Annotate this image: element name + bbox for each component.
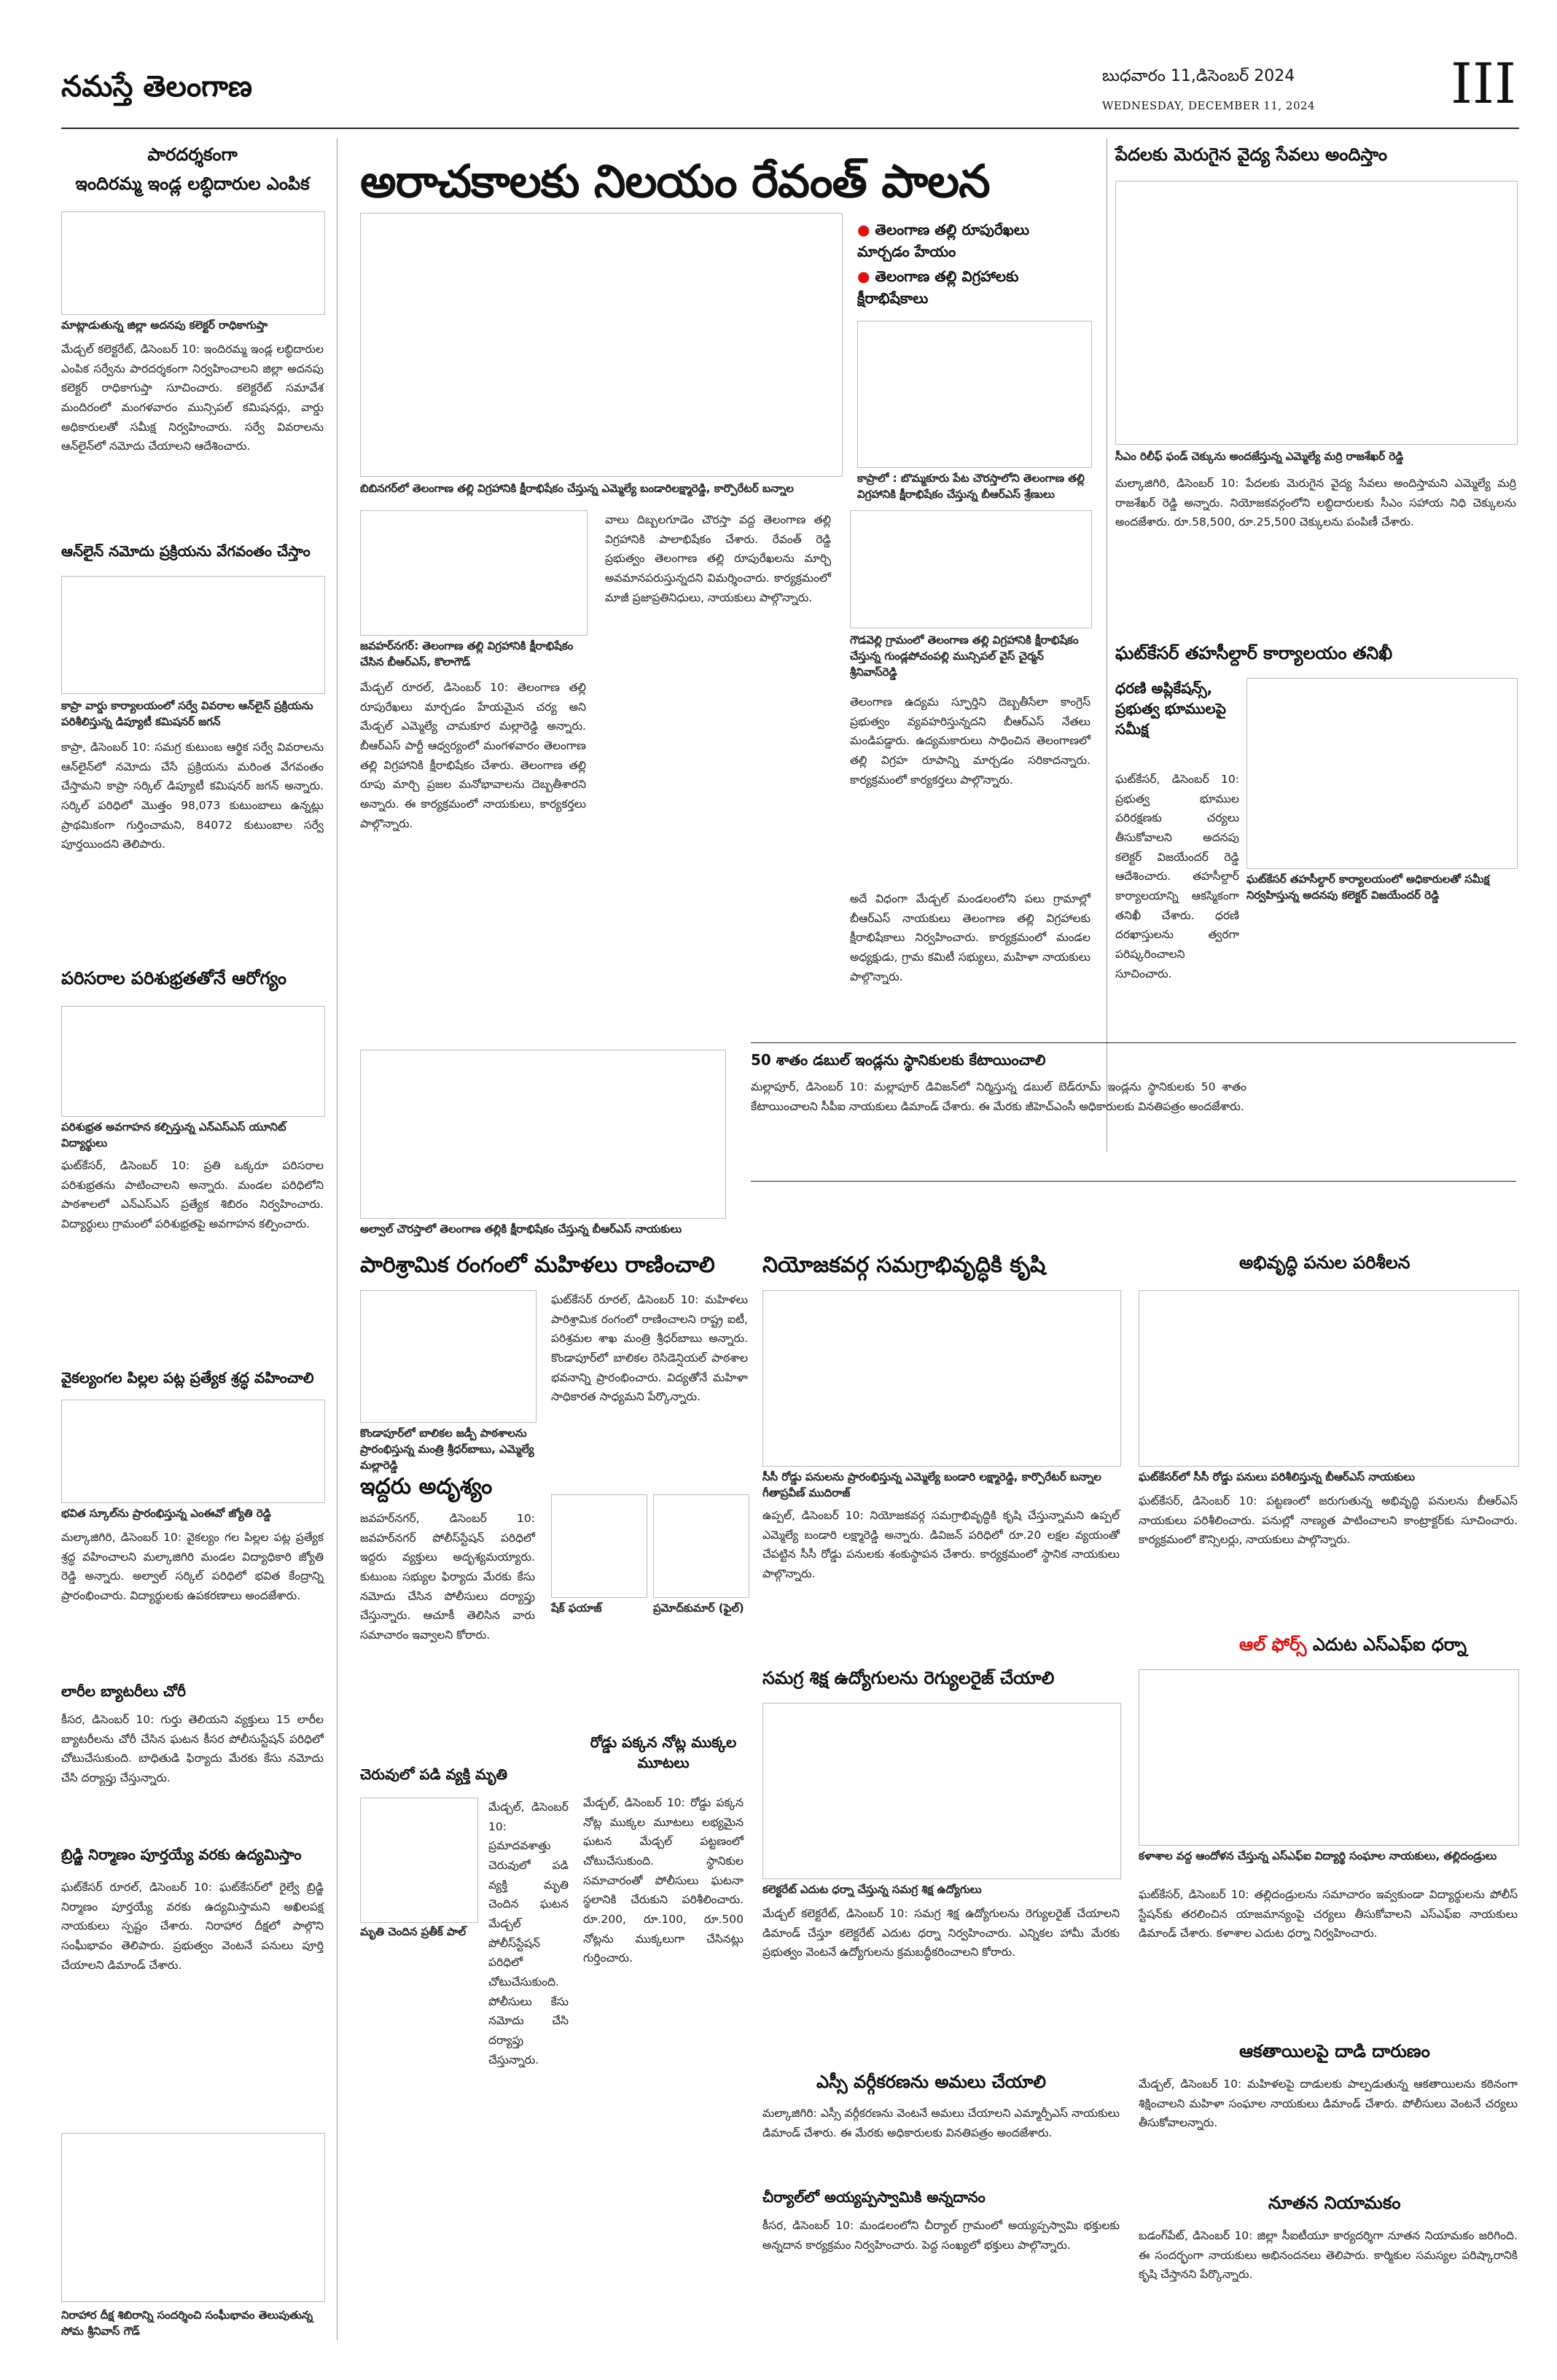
lead-bullet: ● తెలంగాణ తల్లి విగ్రహాలకు క్షీరాభిషేకాలు (857, 268, 1019, 307)
mid1-body: మల్లాపూర్, డిసెంబర్ 10: మల్లాపూర్ డివిజన్‌లో నిర్మిస్తున్న డబుల్ బెడ్‌రూమ్ ఇండ్లను స్థానికులకు 50 శాతం కేటాయించాలని సీపీఐ నాయకులు డిమాండ్ చేశారు. ఈ మేరకు జీహెచ్ఎంసీ అధికారులకు వినతిపత్రం అందజేశారు. (751, 1080, 1246, 1113)
lead-photo-1 (360, 213, 843, 477)
mid4-caption: మృతి చెందిన ప్రతీక్ పాల్ (360, 1925, 467, 1938)
section-rule (751, 1181, 1516, 1182)
left1-kicker: పారదర్శకంగా (147, 144, 238, 165)
lead-bullet: ● తెలంగాణ తల్లి రూపురేఖలు మార్చడం హేయం (857, 221, 1030, 260)
right3-body: ఘట్‌కేసర్, డిసెంబర్ 10: పట్టణంలో జరుగుతున్న అభివృద్ధి పనులను బీఆర్ఎస్ నాయకులు పరిశీలించారు. పనుల్లో నాణ్యత పాటించాలని కాంట్రాక్టర్‌కు సూచించారు. కార్యక్రమంలో కౌన్సిలర్లు, నాయకులు పాల్గొన్నారు. (1139, 1494, 1518, 1547)
mid3-body: జవహర్‌నగర్, డిసెంబర్ 10: జవహర్‌నగర్ పోలీస్‌స్టేషన్ పరిధిలో ఇద్దరు వ్యక్తులు అదృశ్యమయ్యారు. కుటుంబ సభ్యుల ఫిర్యాదు మేరకు కేసు నమోదు చేసిన పోలీసులు దర్యాప్తు చేస్తున్నారు. ఆచూకీ తెలిసిన వారు సమాచారం ఇవ్వాలని కోరారు. (360, 1512, 535, 1642)
left3-caption: పరిశుభ్రత అవగాహన కల్పిస్తున్న ఎన్ఎస్ఎస్ యూనిట్ విద్యార్థులు (61, 1120, 286, 1150)
mid5-body: మేడ్చల్, డిసెంబర్ 10: రోడ్డు పక్కన నోట్ల ముక్కల మూటలు లభ్యమైన ఘటన మేడ్చల్ పట్టణంలో చోటుచేసుకుంది. స్థానికుల సమాచారంతో పోలీసులు ఘటనా స్థలానికి చేరుకుని పరిశీలించారు. రూ.200, రూ.100, రూ.500 నోట్లను ముక్కలుగా చేసినట్లు గుర్తించారు. (583, 1796, 744, 1965)
left3-headline: పరిసరాల పరిశుభ్రతతోనే ఆరోగ్యం (61, 968, 287, 988)
right1-body: మల్కాజిగిరి, డిసెంబర్ 10: పేదలకు మెరుగైన వైద్య సేవలు అందిస్తామని ఎమ్మెల్యే మర్రి రాజశేఖర్ రెడ్డి అన్నారు. నియోజకవర్గంలోని లబ్ధిదారులకు సీఎం సహాయ నిధి చెక్కులను అందజేశారు. రూ.58,500, రూ.25,500 చెక్కులను పంపిణీ చేశారు. (1115, 477, 1516, 529)
mid6-headline: నియోజకవర్గ సమగ్రాభివృద్ధికి కృషి (762, 1252, 1046, 1278)
right4-body: ఘట్‌కేసర్, డిసెంబర్ 10: తల్లిదండ్రులను సమాచారం ఇవ్వకుండా విద్యార్థులను పోలీస్ స్టేషన్‌కు తరలించిన యాజమాన్యంపై చర్యలు తీసుకోవాలని ఎస్ఎఫ్ఐ నాయకులు డిమాండ్ చేశారు. కళాశాల ఎదుట ధర్నా నిర్వహించారు. (1139, 1888, 1518, 1940)
right6-body: బడంగ్‌పేట్, డిసెంబర్ 10: జిల్లా సీఐటీయూ కార్యదర్శిగా నూతన నియామకం జరిగింది. ఈ సందర్భంగా నాయకులు అభినందనలు తెలిపారు. కార్మికుల సమస్యల పరిష్కారానికి కృషి చేస్తానని పేర్కొన్నారు. (1139, 2229, 1518, 2282)
mid2-headline: పారిశ్రామిక రంగంలో మహిళలు రాణించాలి (360, 1252, 715, 1278)
left1-headline: ఇందిరమ్మ ఇండ్ల లబ్ధిదారుల ఎంపిక (75, 173, 310, 194)
mid4-body: మేడ్చల్, డిసెంబర్ 10: ప్రమాదవశాత్తు చెరువులో పడి వ్యక్తి మృతి చెందిన ఘటన మేడ్చల్ పోలీస్‌స్టేషన్ పరిధిలో చోటుచేసుకుంది. పోలీసులు కేసు నమోదు చేసి దర్యాప్తు చేస్తున్నారు. (488, 1800, 569, 2067)
left3-body: ఘట్‌కేసర్, డిసెంబర్ 10: ప్రతి ఒక్కరూ పరిసరాల పరిశుభ్రతను పాటించాలని అన్నారు. మండల పరిధిలోని పాఠశాలలో ఎన్ఎస్ఎస్ ప్రత్యేక శిబిరం నిర్వహించారు. విద్యార్థులు గ్రామంలో పరిశుభ్రతపై అవగాహన కల్పించారు. (61, 1159, 324, 1230)
mid4-headline: చెరువులో పడి వ్యక్తి మృతి (360, 1766, 508, 1783)
right3-caption: ఘట్‌కేసర్‌లో సీసీ రోడ్డు పనులు పరిశీలిస్తున్న బీఆర్ఎస్ నాయకులు (1139, 1470, 1415, 1483)
left1-body: మేడ్చల్ కలెక్టరేట్, డిసెంబర్ 10: ఇందిరమ్మ ఇండ్ల లబ్ధిదారుల ఎంపిక సర్వేను పారదర్శకంగా నిర్వహించాలని జిల్లా అదనపు కలెక్టర్ రాధికాగుప్తా సూచించారు. కలెక్టరేట్ సమావేశ మందిరంలో మంగళవారం మున్సిపల్ కమిషనర్లు, వార్డు అధికారులతో సమీక్ష నిర్వహించారు. సర్వే వివరాలను ఆన్‌లైన్‌లో నమోదు చేయాలని ఆదేశించారు. (61, 343, 324, 453)
left2-caption: కాప్రా వార్డు కార్యాలయంలో సర్వే వివరాల ఆన్‌లైన్ ప్రక్రియను పరిశీలిస్తున్న డిప్యూటీ కమిషనర్ జగన్ (61, 699, 313, 728)
left4-caption: భవిత స్కూల్‌ను ప్రారంభిస్తున్న ఎంఈవో జ్యోతి రెడ్డి (61, 1507, 271, 1520)
mid8-body: మల్కాజిగిరి: ఎస్సీ వర్గీకరణను వెంటనే అమలు చేయాలని ఎమ్మార్పీఎస్ నాయకులు డిమాండ్ చేశారు. ఈ మేరకు అధికారులకు వినతిపత్రం అందజేశారు. (762, 2107, 1120, 2139)
left4-headline: వైకల్యంగల పిల్లల పట్ల ప్రత్యేక శ్రద్ధ వహించాలి (61, 1369, 314, 1386)
right2-body: ఘట్‌కేసర్, డిసెంబర్ 10: ప్రభుత్వ భూముల పరిరక్షణకు చర్యలు తీసుకోవాలని అదనపు కలెక్టర్ విజయేందర్ రెడ్డి ఆదేశించారు. తహసీల్దార్ కార్యాలయాన్ని ఆకస్మికంగా తనిఖీ చేశారు. ధరణి దరఖాస్తులను త్వరగా పరిష్కరించాలని సూచించారు. (1115, 773, 1239, 980)
lead-body-4: అదే విధంగా మేడ్చల్ మండలంలోని పలు గ్రామాల్లో బీఆర్ఎస్ నాయకులు తెలంగాణ తల్లి విగ్రహాలకు క్షీరాభిషేకాలు నిర్వహించారు. కార్యక్రమంలో మండల అధ్యక్షుడు, గ్రామ కమిటీ సభ్యులు, మహిళా నాయకులు పాల్గొన్నారు. (850, 892, 1090, 983)
right3-headline: అభివృద్ధి పనుల పరిశీలన (1239, 1252, 1410, 1273)
right6-headline: నూతన నియామకం (1268, 2193, 1401, 2213)
right2-sub: ధరణి అప్లికేషన్స్, ప్రభుత్వ భూములపై సమీక్ష (1115, 679, 1226, 738)
mid4-photo (360, 1798, 478, 1923)
left2-body: కాప్రా, డిసెంబర్ 10: సమగ్ర కుటుంబ ఆర్థిక సర్వే వివరాలను ఆన్‌లైన్‌లో నమోదు చేసే ప్రక్రియను మరింత వేగవంతం చేస్తామని కాప్రా సర్కిల్ డిప్యూటీ కమిషనర్ జగన్ అన్నారు. సర్కిల్ పరిధిలో మొత్తం 98,073 కుటుంబాలు ఉన్నట్లు ప్రాథమికంగా గుర్తించామని, 84072 కుటుంబాల సర్వే పూర్తయిందని తెలిపారు. (61, 741, 324, 851)
mid9-headline: చీర్యాల్‌లో అయ్యప్పస్వామికి అన్నదానం (762, 2188, 986, 2206)
mid5-headline: రోడ్డు పక్కన నోట్ల ముక్కల మూటలు (590, 1733, 737, 1771)
mid6-body: ఉప్పల్, డిసెంబర్ 10: నియోజకవర్గ సమగ్రాభివృద్ధికి కృషి చేస్తున్నామని ఉప్పల్ ఎమ్మెల్యే బండారి లక్ష్మారెడ్డి అన్నారు. డివిజన్ పరిధిలో రూ.20 లక్షల వ్యయంతో చేపట్టిన సీసీ రోడ్డు పనులకు శంకుస్థాపన చేశారు. కార్యక్రమంలో స్థానిక నాయకులు పాల్గొన్నారు. (762, 1509, 1120, 1580)
left6-caption: నిరాహార దీక్ష శిబిరాన్ని సందర్శించి సంఘీభావం తెలుపుతున్న సోమ శ్రీనివాస్ గౌడ్ (61, 2309, 313, 2338)
right2-headline: ఘట్‌కేసర్ తహసీల్దార్ కార్యాలయం తనిఖీ (1115, 643, 1393, 663)
left4-body: మల్కాజిగిరి, డిసెంబర్ 10: వైకల్యం గల పిల్లల పట్ల ప్రత్యేక శ్రద్ధ వహించాలని మల్కాజిగిరి మండల విద్యాధికారి జ్యోతి రెడ్డి అన్నారు. అల్వాల్ సర్కిల్ పరిధిలో భవిత కేంద్రాన్ని ప్రారంభించారు. విద్యార్థులకు ఉపకరణాలు అందజేశారు. (61, 1531, 324, 1602)
lead-body-3: తెలంగాణ ఉద్యమ స్ఫూర్తిని దెబ్బతీసేలా కాంగ్రెస్ ప్రభుత్వం వ్యవహరిస్తున్నదని బీఆర్ఎస్ నేతలు మండిపడ్డారు. ఉద్యమకారులు సాధించిన తెలంగాణలో తల్లి విగ్రహ రూపాన్ని మార్చడం సరికాదన్నారు. కార్యక్రమంలో కార్యకర్తలు పాల్గొన్నారు. (850, 695, 1090, 787)
lead-photo-4 (850, 510, 1092, 628)
mid5-photo-1 (551, 1494, 647, 1598)
lead-headline: అరాచకాలకు నిలయం రేవంత్ పాలన (360, 155, 990, 208)
left3-photo (61, 1006, 325, 1117)
right5-body: మేడ్చల్, డిసెంబర్ 10: మహిళలపై దాడులకు పాల్పడుతున్న ఆకతాయిలను కఠినంగా శిక్షించాలని మహిళా సంఘాల నాయకులు డిమాండ్ చేశారు. పోలీసులు వెంటనే చర్యలు తీసుకోవాలన్నారు. (1139, 2077, 1518, 2130)
left2-photo (61, 576, 325, 694)
lead-photo-3 (360, 510, 588, 636)
mid2-body: ఘట్‌కేసర్ రూరల్, డిసెంబర్ 10: మహిళలు పారిశ్రామిక రంగంలో రాణించాలని రాష్ట్ర ఐటీ, పరిశ్రమల శాఖ మంత్రి శ్రీధర్‌బాబు అన్నారు. కొండాపూర్‌లో బాలికల రెసిడెన్షియల్ పాఠశాల భవనాన్ని ప్రారంభించారు. విద్యతోనే మహిళా సాధికారత సాధ్యమని పేర్కొన్నారు. (551, 1293, 748, 1404)
mid3-headline: ఇద్దరు అదృశ్యం (360, 1474, 493, 1499)
date-english: WEDNESDAY, DECEMBER 11, 2024 (1102, 99, 1316, 112)
mid7-photo (762, 1703, 1121, 1879)
section-rule (751, 1042, 1516, 1043)
mid7-body: మేడ్చల్ కలెక్టరేట్, డిసెంబర్ 10: సమగ్ర శిక్ష ఉద్యోగులను రెగ్యులరైజ్ చేయాలని డిమాండ్ చేస్తూ కలెక్టరేట్ ఎదుట ధర్నా నిర్వహించారు. ఎన్నికల హామీ మేరకు ప్రభుత్వం వెంటనే ఉద్యోగులను క్రమబద్ధీకరించాలని కోరారు. (762, 1907, 1120, 1959)
right5-headline: ఆకతాయిలపై దాడి దారుణం (1239, 2041, 1430, 2061)
left5-body: కీసర, డిసెంబర్ 10: గుర్తు తెలియని వ్యక్తులు 15 లారీల బ్యాటరీలను చోరీ చేసిన ఘటన కీసర పోలీసుస్టేషన్ పరిధిలో చోటుచేసుకుంది. బాధితుడి ఫిర్యాదు మేరకు కేసు నమోదు చేసి దర్యాప్తు చేస్తున్నారు. (61, 1713, 324, 1784)
mid1-photo (360, 1050, 726, 1219)
right2-caption: ఘట్‌కేసర్ తహసీల్దార్ కార్యాలయంలో అధికారులతో సమీక్ష నిర్వహిస్తున్న అదనపు కలెక్టర్ విజయేందర్ రెడ్డి (1246, 873, 1490, 902)
right1-headline: పేదలకు మెరుగైన వైద్య సేవలు అందిస్తాం (1115, 144, 1388, 165)
mid5-caption-1: షేక్ ఫయాజ్ (551, 1601, 602, 1615)
right4-photo (1139, 1669, 1519, 1846)
mid1-caption: అల్వాల్ చౌరస్తాలో తెలంగాణ తల్లికి క్షీరాభిషేకం చేస్తున్న బీఆర్ఎస్ నాయకులు (360, 1222, 682, 1236)
left2-headline: ఆన్‌లైన్ నమోదు ప్రక్రియను వేగవంతం చేస్తాం (61, 542, 311, 560)
mid2-caption: కొండాపూర్‌లో బాలికల జడ్పీ పాఠశాలను ప్రారంభిస్తున్న మంత్రి శ్రీధర్‌బాబు, ఎమ్మెల్యే మల్లారెడ్డి (360, 1427, 534, 1472)
mid8-headline: ఎస్సీ వర్గీకరణను అమలు చేయాలి (816, 2072, 1047, 2092)
left1-caption: మాట్లాడుతున్న జిల్లా అదనపు కలెక్టర్ రాధికాగుప్తా (61, 319, 268, 332)
right4-caption: కళాశాల వద్ద ఆందోళన చేస్తున్న ఎస్ఎఫ్ఐ విద్యార్థి సంఘాల నాయకులు, తల్లిదండ్రులు (1139, 1849, 1497, 1862)
lead-caption-2: కాప్రా‌లో : బొమ్మకూరు పేట చౌరస్తాలోని తెలంగాణ తల్లి విగ్రహానికి క్షీరాభిషేకం చేస్తున్న బీఆర్ఎస్ శ్రేణులు (857, 472, 1085, 501)
left1-photo (61, 211, 325, 315)
left6-headline: బ్రిడ్జి నిర్మాణం పూర్తయ్యే వరకు ఉద్యమిస్తాం (61, 1846, 302, 1863)
right1-caption: సీఎం రిలీఫ్ ఫండ్ చెక్కును అందజేస్తున్న ఎమ్మెల్యే మర్రి రాజశేఖర్ రెడ్డి (1115, 450, 1404, 463)
header-rule (61, 128, 1519, 129)
left5-headline: లారీల బ్యాటరీలు చోరీ (61, 1682, 186, 1700)
lead-body-1: మేడ్చల్ రూరల్, డిసెంబర్ 10: తెలంగాణ తల్లి రూపురేఖలు మార్చడం హేయమైన చర్య అని మేడ్చల్ ఎమ్మెల్యే చామకూర మల్లారెడ్డి అన్నారు. బీఆర్ఎస్ పార్టీ ఆధ్వర్యంలో మంగళవారం తెలంగాణ తల్లి విగ్రహానికి క్షీరాభిషేకం చేశారు. తెలంగాణ తల్లి రూపు మార్చి ప్రజల మనోభావాలను దెబ్బతీశారని అన్నారు. ఈ కార్యక్రమంలో నాయకులు, కార్యకర్తలు పాల్గొన్నారు. (360, 681, 586, 830)
right2-photo (1246, 678, 1518, 869)
mid6-photo (762, 1290, 1121, 1467)
left6-body: ఘట్‌కేసర్ రూరల్, డిసెంబర్ 10: ఘట్‌కేసర్‌లో రైల్వే బ్రిడ్జి నిర్మాణం పూర్తయ్యే వరకు ఉద్యమిస్తామని అఖిలపక్ష నాయకులు స్పష్టం చేశారు. నిరాహార దీక్షలో పాల్గొని సంఘీభావం తెలిపారు. ప్రభుత్వం వెంటనే పనులు పూర్తి చేయాలని డిమాండ్ చేశారు. (61, 1881, 324, 1972)
lead-caption-3: జవహర్‌నగర్: తెలంగాణ తల్లి విగ్రహానికి క్షీరాభిషేకం చేసిన బీఆర్ఎస్, కొలాగౌడ్ (360, 639, 574, 668)
left4-photo (61, 1400, 325, 1503)
page-number: III (1451, 51, 1517, 116)
right4-headline: ఆల్ ఫోర్స్ ఎదుట ఎస్ఎఫ్ఐ ధర్నా (1239, 1634, 1467, 1655)
right1-photo (1115, 181, 1518, 445)
mid1-headline: 50 శాతం డబుల్ ఇండ్లను స్థానికులకు కేటాయించాలి (751, 1051, 1046, 1069)
mid7-caption: కలెక్టరేట్ ఎదుట ధర్నా చేస్తున్న సమగ్ర శిక్ష ఉద్యోగులు (762, 1883, 982, 1896)
mid5-caption-2: ప్రమోద్‌కుమార్ (ఫైల్) (653, 1601, 744, 1615)
mid5-photo-2 (653, 1494, 749, 1598)
lead-caption-1: బిబినగర్‌లో తెలంగాణ తల్లి విగ్రహానికి క్షీరాభిషేకం చేస్తున్న ఎమ్మెల్యే బండారిలక్ష్మారెడ్డి, కార్పొరేటర్ బన్నాల (360, 482, 794, 495)
mid7-headline: సమగ్ర శిక్ష ఉద్యోగులను రెగ్యులరైజ్ చేయాలి (762, 1668, 1055, 1688)
left6-photo (61, 2133, 325, 2302)
mid2-photo (360, 1290, 536, 1423)
lead-body-2: వాలు దిబ్బలగూడెం చౌరస్తా వద్ద తెలంగాణ తల్లి విగ్రహానికి పాలాభిషేకం చేశారు. రేవంత్ రెడ్డి ప్రభుత్వం తెలంగాణ తల్లి రూపురేఖలను మార్చి అవమానపరుస్తున్నదని విమర్శించారు. కార్యక్రమంలో మాజీ ప్రజాప్రతినిధులు, నాయకులు పాల్గొన్నారు. (605, 513, 831, 604)
mid9-body: కీసర, డిసెంబర్ 10: మండలంలోని చీర్యాల్ గ్రామంలో అయ్యప్పస్వామి భక్తులకు అన్నదాన కార్యక్రమం నిర్వహించారు. పెద్ద సంఖ్యలో భక్తులు పాల్గొన్నారు. (762, 2219, 1120, 2252)
date-telugu: బుధవారం 11,డిసెంబర్ 2024 (1102, 67, 1295, 85)
right3-photo (1139, 1290, 1519, 1467)
masthead: నమస్తే తెలంగాణ (61, 70, 253, 104)
mid6-caption: సీసీ రోడ్డు పనులను ప్రారంభిస్తున్న ఎమ్మెల్యే బండారి లక్ష్మారెడ్డి, కార్పొరేటర్ బన్నాల గీతాప్రవీణ్ ముదిరాజ్ (762, 1470, 1101, 1499)
lead-caption-4: గౌడవెల్లి గ్రామంలో తెలంగాణ తల్లి విగ్రహానికి క్షీరాభిషేకం చేస్తున్న గుండ్లపోచంపల్లి మున్సిపల్ వైస్ చైర్మన్ శ్రీనివాస్‌రెడ్డి (850, 633, 1079, 679)
lead-photo-2 (857, 321, 1092, 468)
